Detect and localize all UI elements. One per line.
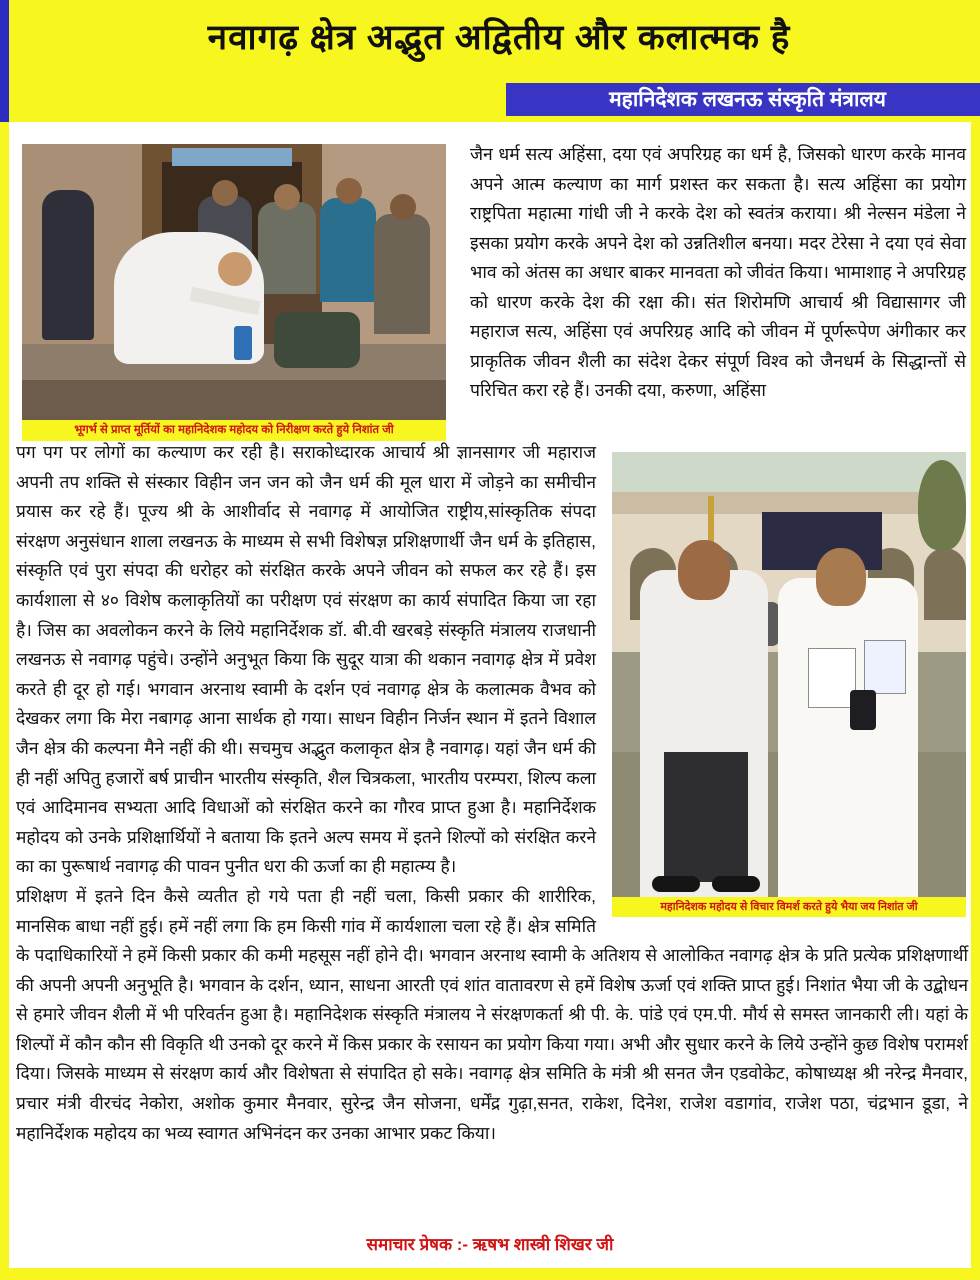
photo1-person-e bbox=[374, 214, 430, 334]
header-subtitle-bar bbox=[506, 83, 980, 116]
body-paragraph-2: प्रशिक्षण में इतने दिन कैसे व्यतीत हो गये पता ही नहीं चला, किसी प्रकार की शारीरिक, मानसिक बाधा नहीं हुई। हमें नहीं लगा कि हम किसी गांव में कार्यशाला चला रहे हैं। क्षेत्र समिति के पदाधिकारियों ने हमें किसी प्रकार की कमी महसूस नहीं होने दी। भगवान अरनाथ स्वामी के अतिशय से आलोकित नवागढ़ क्षेत्र के प्रति प्रत्येक प्रशिक्षणार्थी की अपनी अपनी अनुभूति है। भगवान के दर्शन, ध्यान, साधना आरती एवं शांत वातावरण से हमें विशेष ऊर्जा एवं शक्ति प्राप्त हुई। निशांत भैया जी के उद्बोधन से हमारे जीवन शैली में भी परिवर्तन हुआ है। महानिदेशक संस्कृति मंत्रालय ने संरक्षणकर्ता श्री पी. के. पांडे एवं एम.पी. मौर्य से समस्त जानकारी ली। यहां के शिल्पों में कौन कौन सी विकृति थी उनको दूर करने में किस प्रकार के रसायन का प्रयोग किया गया। अभी और सुधार करने के लिये उन्होंने कुछ विशेष परामर्श दिया। जिसके माध्यम से संरक्षण कार्य और विशेषता से संपादित हो सके। नवागढ़ क्षेत्र समिति के मंत्री श्री सनत जैन एडवोकेट, कोषाध्यक्ष श्री नरेन्द्र मैनवार, प्रचार मंत्री वीरचंद नेकोरा, अशोक कुमार मैनवार, सुरेन्द्र जैन सोजना, धर्मेंद्र गुढ़ा,सनत, राकेश, दिनेश, राजेश वडागांव, राजेश पठा, चंद्रभान डूडा, ने महानिर्देशक महोदय का भव्य स्वागत अभिनंदन कर उनका आभार प्रकट किया। bbox=[16, 885, 968, 1143]
lead-paragraph: जैन धर्म सत्य अहिंसा, दया एवं अपरिग्रह का धर्म है, जिसको धारण करके मानव अपने आत्म कल्याण का मार्ग प्रशस्त कर सकता है। सत्य अहिंसा का प्रयोग राष्ट्रपिता महात्मा गांधी जी ने करके देश को स्वतंत्र कराया। श्री नेल्सन मंडेला ने इसका प्रयोग करके अपने देश को उन्नतिशील बनया। मदर टेरेसा ने दया एवं सेवा भाव को अंतस का अधार बाकर मानवता को जीवंत किया। भामाशाह ने अपरिग्रह को धारण करके देश की रक्षा की। संत शिरोमणि आचार्य श्री विद्यासागर जी महाराज सत्य, अहिंसा एवं अपरिग्रह आदि को जीवन में पूर्णरूपेण अंगीकार कर प्राकृतिक जीवन शैली का संदेश देकर संपूर्ण विश्व को जैनधर्म के सिद्धान्तों से परिचित करा रहे हैं। उनकी दया, करुणा, अहिंसा bbox=[470, 144, 966, 400]
photo1-head-b bbox=[212, 180, 238, 206]
article-body bbox=[16, 438, 968, 1218]
photo1-head-e bbox=[390, 194, 416, 220]
photo1-person-d bbox=[320, 198, 376, 302]
photo1-caption: भूगर्भ से प्राप्त मूर्तियों का महानिदेशक महोदय को निरीक्षण करते हुये निशांत जी bbox=[22, 420, 446, 441]
photo1-head-c bbox=[274, 184, 300, 210]
photo1-person-left bbox=[42, 190, 94, 340]
photo2-text-wrap-spacer bbox=[596, 438, 968, 920]
header-subtitle: महानिदेशक लखनऊ संस्कृति मंत्रालय bbox=[609, 88, 886, 111]
reporter-credit: समाचार प्रेषक :- ऋषभ शास्त्री शिखर जी bbox=[366, 1235, 614, 1254]
photo1-signboard bbox=[172, 148, 292, 166]
bottom-border-bar bbox=[0, 1268, 980, 1280]
photo1-cloth-bundle bbox=[274, 312, 360, 368]
body-paragraph-1: पग पग पर लोगों का कल्याण कर रही है। सराकोध्दारक आचार्य श्री ज्ञानसागर जी महाराज अपनी तप शक्ति से संस्कार विहीन जन जन को जैन धर्म की मूल धारा में जोड़ने का समीचीन प्रयास कर रहे हैं। पूज्य श्री के आशीर्वाद से नवागढ़ में आयोजित राष्ट्रीय,सांस्कृतिक संपदा संरक्षण अनुसंधान शाला लखनऊ के माध्यम से सभी विशेषज्ञ प्रशिक्षणार्थी जैन धर्म के इतिहास, संस्कृति एवं पुरा संपदा की धरोहर को संरक्षित करके अपने जीवन को सफल कर रहे हैं। इस कार्यशाला से ४० विशेष कलाकृतियों का परीक्षण एवं संरक्षण का कार्य संपादित किया जा रहा है। जिस का अवलोकन करने के लिये महानिर्देशक डॉ. बी.वी खरबड़े संस्कृति मंत्रालय राजधानी लखनऊ से नवागढ़ पहुंचे। उन्होंने अनुभूत किया कि सुदूर यात्रा की थकान नवागढ़ क्षेत्र में प्रवेश करते ही दूर हो गई। भगवान अरनाथ स्वामी के दर्शन एवं नवागढ़ क्षेत्र के कलात्मक वैभव को देखकर लगा कि मेरा नबागढ़ आना सार्थक हो गया। साधन विहीन निर्जन स्थान में इतने विशाल जैन क्षेत्र की कल्पना मैने नहीं की थी। सचमुच अद्भुत कलाकृत क्षेत्र है नवागढ़। यहां जैन धर्म की ही नहीं अपितु हजारों बर्ष प्राचीन भारतीय संस्कृति, शैल चित्रकला, भारतीय परम्परा, शिल्प कला एवं आदिमानव सभ्यता आदि विधाओं को संरक्षित करने का गौरव प्राप्त हुआ है। महानिर्देशक महोदय को उनके प्रशिक्षार्थियों ने बताया कि इतने अल्प समय में इतने शिल्पों को संरक्षित करने का का पुरूषार्थ नवागढ़ की पावन पुनीत धरा की ऊर्जा का ही महात्म्य है। bbox=[16, 442, 596, 877]
article-header bbox=[0, 0, 980, 122]
underground-idols-inspection-photo bbox=[22, 144, 446, 420]
left-border-bar bbox=[0, 122, 9, 1280]
photo1-head-d bbox=[336, 178, 362, 204]
photo2-caption: महानिदेशक महोदय से विचार विमर्श करते हुये भैया जय निशांत जी bbox=[612, 897, 966, 917]
photo1-floor-shadow bbox=[22, 380, 446, 420]
photo1-monk-head bbox=[218, 252, 252, 286]
page-title: नवागढ़ क्षेत्र अद्भुत अद्वितीय और कलात्मक है bbox=[207, 18, 791, 57]
photo1-water-bottle bbox=[234, 326, 252, 360]
right-border-bar bbox=[971, 0, 980, 1280]
photo1-person-c bbox=[258, 202, 316, 294]
